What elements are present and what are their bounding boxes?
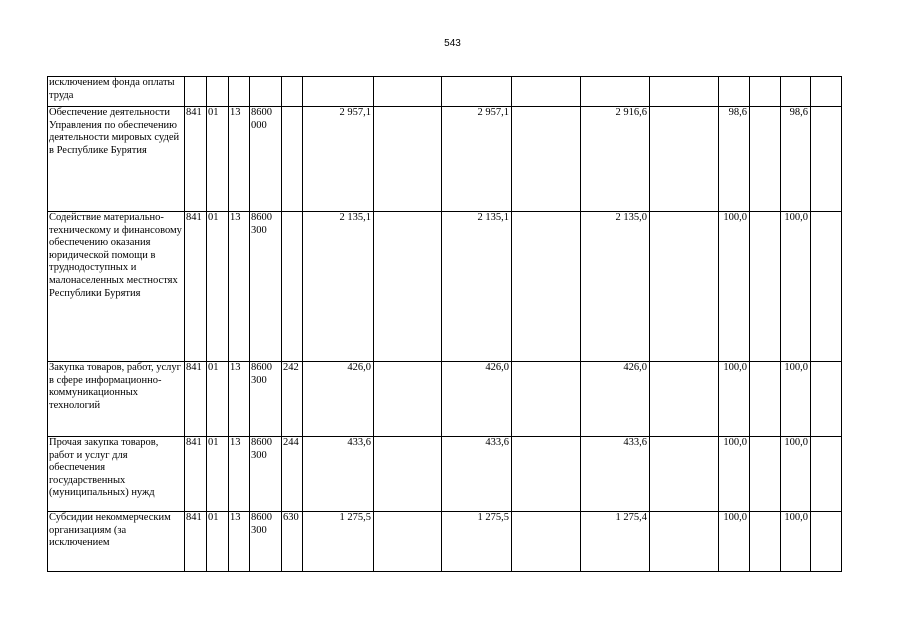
percent-approved-cell: 100,0 <box>719 362 750 437</box>
empty-cell <box>811 212 842 362</box>
section-code-cell: 01 <box>207 212 229 362</box>
percent-approved-cell: 100,0 <box>719 512 750 572</box>
section-code-cell <box>207 77 229 107</box>
table-row <box>48 512 842 572</box>
amount-approved-cell <box>303 77 374 107</box>
row-name-cell: исключением фонда оплаты труда <box>48 77 185 107</box>
section-code-cell: 01 <box>207 512 229 572</box>
empty-cell <box>750 512 781 572</box>
percent-approved-cell: 98,6 <box>719 107 750 212</box>
empty-cell <box>811 437 842 512</box>
amount-executed-cell: 426,0 <box>581 362 650 437</box>
percent-revised-cell <box>781 77 811 107</box>
empty-cell <box>374 512 442 572</box>
amount-revised-cell <box>442 77 512 107</box>
percent-revised-cell: 98,6 <box>781 107 811 212</box>
ministry-code-cell: 841 <box>185 512 207 572</box>
empty-cell <box>650 437 719 512</box>
empty-cell <box>650 77 719 107</box>
empty-cell <box>750 77 781 107</box>
target-article-cell: 8600 300 <box>250 512 282 572</box>
empty-cell <box>374 107 442 212</box>
row-name-cell: Субсидии некоммерческим организациям (за исключением <box>48 512 185 572</box>
amount-approved-cell: 426,0 <box>303 362 374 437</box>
amount-revised-cell: 426,0 <box>442 362 512 437</box>
empty-cell <box>512 437 581 512</box>
amount-approved-cell: 2 135,1 <box>303 212 374 362</box>
ministry-code-cell: 841 <box>185 362 207 437</box>
expense-type-cell: 242 <box>282 362 303 437</box>
target-article-cell <box>250 77 282 107</box>
table-row <box>48 212 842 362</box>
empty-cell <box>750 437 781 512</box>
amount-executed-cell <box>581 77 650 107</box>
empty-cell <box>374 77 442 107</box>
ministry-code-cell: 841 <box>185 107 207 212</box>
target-article-cell: 8600 300 <box>250 437 282 512</box>
subsection-code-cell: 13 <box>229 362 250 437</box>
empty-cell <box>650 512 719 572</box>
amount-approved-cell: 433,6 <box>303 437 374 512</box>
empty-cell <box>811 107 842 212</box>
table-row <box>48 77 842 107</box>
empty-cell <box>811 512 842 572</box>
section-code-cell: 01 <box>207 107 229 212</box>
empty-cell <box>811 362 842 437</box>
amount-revised-cell: 2 957,1 <box>442 107 512 212</box>
empty-cell <box>650 212 719 362</box>
amount-revised-cell: 2 135,1 <box>442 212 512 362</box>
empty-cell <box>811 77 842 107</box>
target-article-cell: 8600 300 <box>250 362 282 437</box>
percent-approved-cell: 100,0 <box>719 212 750 362</box>
ministry-code-cell: 841 <box>185 437 207 512</box>
empty-cell <box>650 362 719 437</box>
empty-cell <box>512 107 581 212</box>
empty-cell <box>512 77 581 107</box>
empty-cell <box>512 362 581 437</box>
table-row <box>48 437 842 512</box>
amount-executed-cell: 2 916,6 <box>581 107 650 212</box>
subsection-code-cell: 13 <box>229 107 250 212</box>
amount-executed-cell: 1 275,4 <box>581 512 650 572</box>
expense-type-cell <box>282 212 303 362</box>
percent-revised-cell: 100,0 <box>781 362 811 437</box>
ministry-code-cell <box>185 77 207 107</box>
empty-cell <box>750 362 781 437</box>
amount-approved-cell: 2 957,1 <box>303 107 374 212</box>
row-name-cell: Прочая закупка товаров, работ и услуг для обеспечения государственных (муниципальных) нужд <box>48 437 185 512</box>
expense-type-cell <box>282 77 303 107</box>
empty-cell <box>750 107 781 212</box>
percent-revised-cell: 100,0 <box>781 212 811 362</box>
amount-executed-cell: 2 135,0 <box>581 212 650 362</box>
percent-revised-cell: 100,0 <box>781 512 811 572</box>
expense-type-cell <box>282 107 303 212</box>
table-row <box>48 107 842 212</box>
expense-type-cell: 244 <box>282 437 303 512</box>
amount-revised-cell: 1 275,5 <box>442 512 512 572</box>
percent-revised-cell: 100,0 <box>781 437 811 512</box>
section-code-cell: 01 <box>207 437 229 512</box>
empty-cell <box>374 212 442 362</box>
empty-cell <box>374 362 442 437</box>
target-article-cell: 8600 300 <box>250 212 282 362</box>
amount-revised-cell: 433,6 <box>442 437 512 512</box>
subsection-code-cell: 13 <box>229 437 250 512</box>
subsection-code-cell: 13 <box>229 512 250 572</box>
row-name-cell: Содействие материально-техническому и финансовому обеспечению оказания юридической помощи в труднодоступных и малонаселенных местностях Республики Бурятия <box>48 212 185 362</box>
amount-executed-cell: 433,6 <box>581 437 650 512</box>
empty-cell <box>374 437 442 512</box>
section-code-cell: 01 <box>207 362 229 437</box>
row-name-cell: Обеспечение деятельности Управления по обеспечению деятельности мировых судей в Республике Бурятия <box>48 107 185 212</box>
empty-cell <box>512 212 581 362</box>
percent-approved-cell <box>719 77 750 107</box>
empty-cell <box>750 212 781 362</box>
subsection-code-cell: 13 <box>229 212 250 362</box>
page-number: 543 <box>444 38 461 49</box>
empty-cell <box>650 107 719 212</box>
amount-approved-cell: 1 275,5 <box>303 512 374 572</box>
row-name-cell: Закупка товаров, работ, услуг в сфере информационно-коммуникационных технологий <box>48 362 185 437</box>
empty-cell <box>512 512 581 572</box>
ministry-code-cell: 841 <box>185 212 207 362</box>
budget-table <box>47 76 842 572</box>
table-row <box>48 362 842 437</box>
subsection-code-cell <box>229 77 250 107</box>
target-article-cell: 8600 000 <box>250 107 282 212</box>
expense-type-cell: 630 <box>282 512 303 572</box>
percent-approved-cell: 100,0 <box>719 437 750 512</box>
